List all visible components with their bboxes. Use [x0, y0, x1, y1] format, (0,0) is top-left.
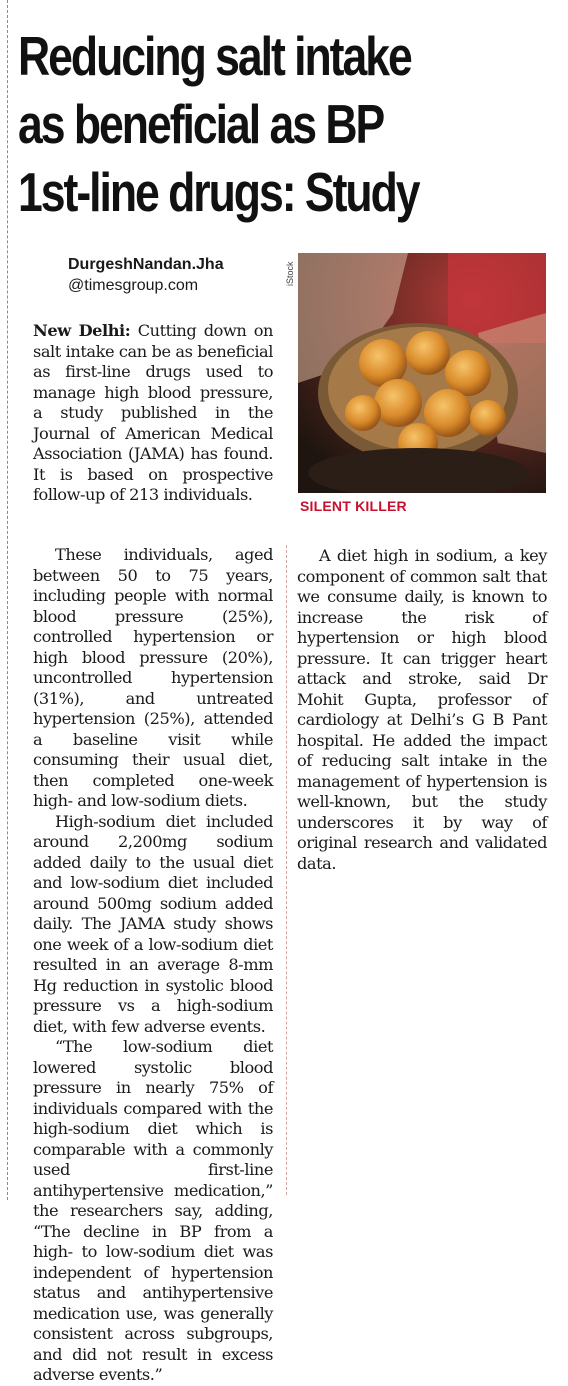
- dateline: New Delhi:: [33, 321, 131, 340]
- headline-line-1: Reducing salt intake: [18, 25, 411, 87]
- byline: [68, 254, 224, 296]
- paragraph-1: [33, 321, 273, 506]
- photo-caption: SILENT KILLER: [300, 498, 407, 514]
- headline: [18, 22, 455, 226]
- headline-line-2: as beneficial as BP: [18, 93, 384, 155]
- food-plate-illustration: [298, 253, 546, 493]
- article-column-intro: [33, 321, 273, 506]
- paragraph-4: “The low-sodium diet lowered systolic blood pressure in nearly 75% of individuals compared with the high-sodium diet which is comparable with a commonly used first-line antihypertensive medication,” the researchers say, adding, “The decline in BP from a high- to low-sodium diet was independent of hypertension status and antihypertensive medication use, was generally consistent across subgroups, and did not result in excess adverse events.”: [33, 1037, 273, 1384]
- article-photo: [298, 253, 546, 493]
- author-handle: @timesgroup.com: [68, 277, 199, 294]
- photo-credit: iStock: [285, 261, 295, 286]
- headline-line-3: 1st-line drugs: Study: [18, 161, 419, 223]
- article-column-left: [33, 545, 273, 1386]
- column-divider: [286, 545, 288, 1195]
- paragraph-3: High-sodium diet included around 2,200mg sodium added daily to the usual diet and low-sodium diet included around 500mg sodium added daily. The JAMA study shows one week of a low-sodium diet resulted in an average 8-mm Hg reduction in systolic blood pressure vs a high-sodium diet, with few adverse events.: [33, 811, 273, 1036]
- author-name: DurgeshNandan.Jha: [68, 256, 224, 273]
- paragraph-1-text: Cutting down on salt intake can be as beneficial as first-line drugs used to manage high blood pressure, a study published in the Journal of American Medical Association (JAMA) has found. It is based on prospective follow-up of 213 individuals.: [33, 321, 274, 504]
- paragraph-5: A diet high in sodium, a key component of common salt that we consume daily, is known to increase the risk of hypertension or high blood pressure. It can trigger heart attack and stroke, said Dr Mohit Gupta, professor of cardiology at Delhi’s G B Pant hospital. He added the impact of reducing salt intake in the management of hypertension is well-known, but the study underscores it by way of original research and validated data.: [297, 546, 547, 873]
- paragraph-2: These individuals, aged between 50 to 75 years, including people with normal blood pressure (25%), controlled hypertension or high blood pressure (20%), uncontrolled hypertension (31%), and untreated hypertension (25%), attended a baseline visit while consuming their usual diet, then completed one-week high- and low-sodium diets.: [33, 545, 273, 810]
- article-column-right: [297, 546, 547, 874]
- page-edge-rule: [7, 0, 9, 1200]
